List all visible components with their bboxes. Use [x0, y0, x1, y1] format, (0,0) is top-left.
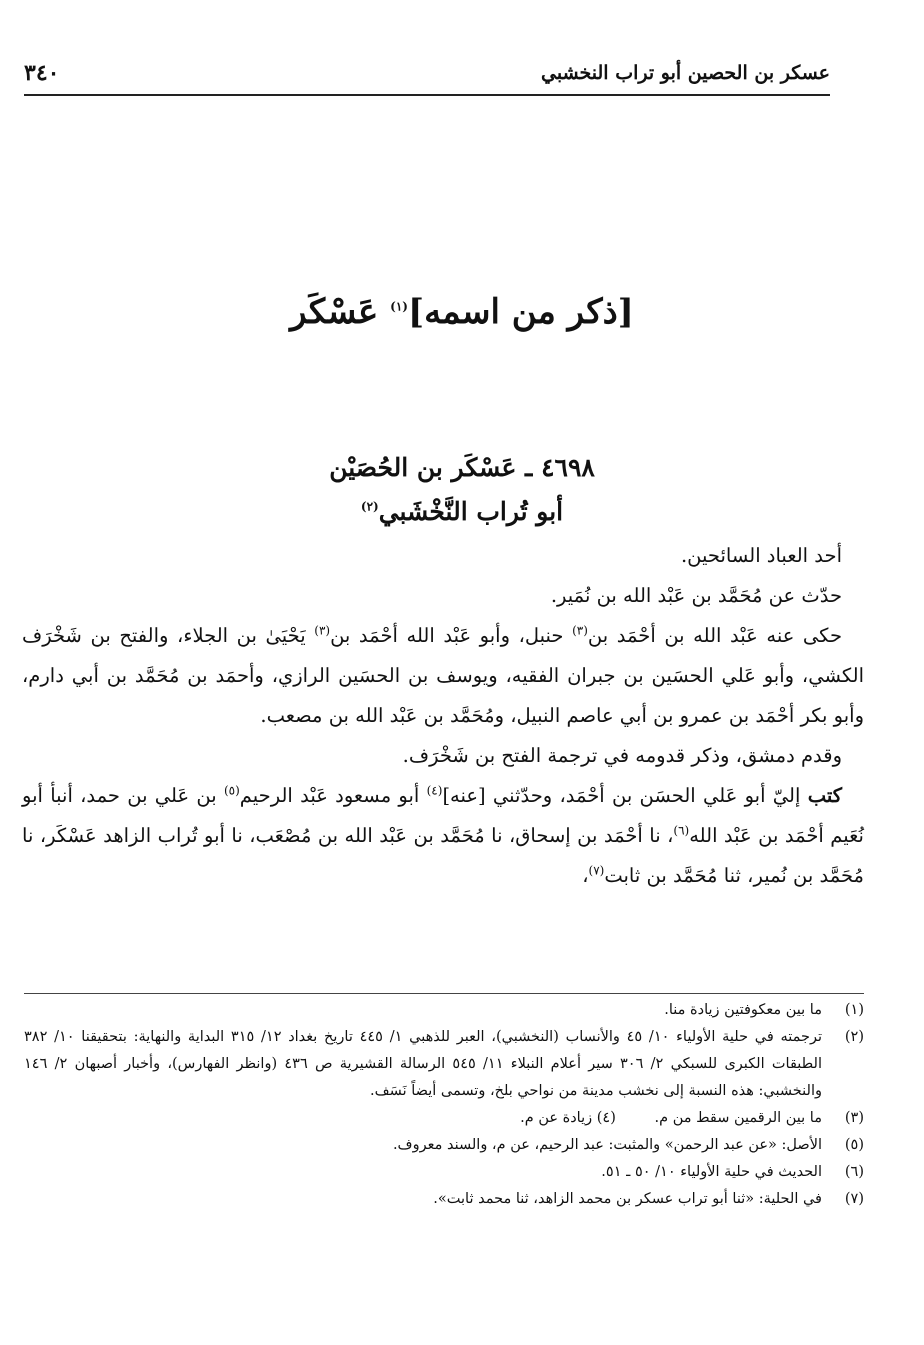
entry-heading-line1: ٤٦٩٨ ـ عَسْكَر بن الحُصَيْن [329, 453, 595, 482]
footnote [24, 997, 864, 1024]
text-run: حكى عنه عَبْد الله بن أحْمَد بن [587, 624, 842, 647]
text-run: ، نا أحْمَد بن إسحاق، نا مُحَمَّد بن عَبْد الله بن مُصْعَب، نا أبو تُراب الزاهد عَسْكَر، نا مُحَمَّد بن نُمير، ثنا مُحَمَّد بن ثابت [22, 824, 864, 887]
footnote-ref: (٣) [314, 623, 331, 638]
text-run: يَحْيَىٰ بن الجلاء، والفتح بن شَخْرَف الكشي، وأبو عَلي الحسَين بن جبران الفقيه، ويوسف بن الحسَين الرازي، وأحمَد بن مُحَمَّد بن أبي دارم، وأبو بكر أحْمَد بن عمرو بن أبي عاصم النبيل، ومُحَمَّد بن عَبْد الله بن مصعب. [22, 624, 864, 727]
footnote-number: (٣) [844, 1110, 864, 1126]
section-title-name: عَسْكَر [290, 292, 391, 332]
entry-kunya: أبو تُراب النَّخْشَبي [378, 497, 564, 526]
footnote-text: ما بين معكوفتين زيادة منا. [664, 1002, 822, 1018]
footnote-text: الأصل: «عن عبد الرحمن» والمثبت: عبد الرحيم، عن م، والسند معروف. [392, 1137, 822, 1153]
footnote-number: (٧) [844, 1191, 864, 1207]
text-run: ، [582, 864, 589, 887]
entry-heading-line2 [0, 490, 924, 534]
footnote-text: في الحلية: «ثنا أبو تراب عسكر بن محمد الزاهد، ثنا محمد ثابت». [433, 1191, 822, 1207]
footnote [24, 1186, 864, 1213]
running-title: عسكر بن الحصين أبو تراب النخشبي [541, 62, 830, 84]
text-run: حنبل، وأبو عَبْد الله أحْمَد بن [330, 624, 573, 647]
footnote-text: ترجمته في حلية الأولياء ١٠/ ٤٥ والأنساب (النخشبي)، العبر للذهبي ١/ ٤٤٥ تاريخ بغداد ١٢/ ٣١٥ البداية والنهاية: بتحقيقنا ١٠/ ٣٨٢ الطبقات الكبرى للسبكي ٢/ ٣٠٦ سير أعلام النبلاء ١١/ ٥٤٥ الرسالة القشيرية ص ٤٣٦ (وانظر الفهارس)، وأخبار أصبهان ٢/ ١٤٦ والنخشبي: هذه النسبة إلى نخشب مدينة من نواحي بلخ، وتسمى أيضاً نَسَف. [24, 1029, 823, 1099]
footnote-ref: (٢) [360, 499, 379, 514]
text-run: إليّ أبو عَلي الحسَن بن أحْمَد، وحدّثني [عنه] [442, 784, 808, 807]
footnote-ref: (٣) [572, 623, 588, 638]
text-run: بن عَلي بن حمد، أنبأ أبو نُعَيم أحْمَد بن عَبْد الله [22, 784, 864, 847]
footnote [24, 1024, 864, 1105]
footnote [24, 1159, 864, 1186]
footnotes [24, 997, 864, 1213]
footnote-number: (١) [844, 1002, 864, 1018]
paragraph [22, 616, 864, 736]
footnote-number: (٦) [844, 1164, 864, 1180]
footnote-ref: (٧) [588, 863, 605, 878]
footnote-ref: (١) [390, 299, 408, 314]
footnote-number: (٤) [596, 1110, 616, 1126]
footnote-ref: (٦) [673, 823, 690, 838]
section-title [0, 292, 924, 332]
paragraph [22, 776, 864, 896]
footnote-number: (٢) [844, 1029, 864, 1045]
footnote [24, 1132, 864, 1159]
section-title-text: [ذكر من اسمه] [407, 292, 634, 332]
text-run: أبو مسعود عَبْد الرحيم [239, 784, 427, 807]
paragraph: وقدم دمشق، وذكر قدومه في ترجمة الفتح بن شَخْرَف. [402, 744, 842, 767]
footnote-text: ما بين الرقمين سقط من م. [654, 1110, 822, 1126]
footnote-text: الحديث في حلية الأولياء ١٠/ ٥٠ ـ ٥١. [601, 1164, 822, 1180]
footnote-ref: (٥) [223, 783, 240, 798]
paragraph: حدّث عن مُحَمَّد بن عَبْد الله بن نُمَير. [550, 584, 842, 607]
footnote [24, 1105, 864, 1132]
footnote-text: زيادة عن م. [520, 1110, 593, 1126]
entry-heading [0, 446, 924, 534]
main-text [22, 536, 864, 896]
page-number: ٣٤٠ [24, 60, 60, 86]
footnote-number: (٥) [844, 1137, 864, 1153]
paragraph: أحد العباد السائحين. [680, 544, 842, 567]
running-header [24, 58, 830, 96]
footnote-ref: (٤) [426, 783, 443, 798]
bold-lead: كتب [807, 784, 843, 807]
footnote-separator [24, 993, 864, 994]
